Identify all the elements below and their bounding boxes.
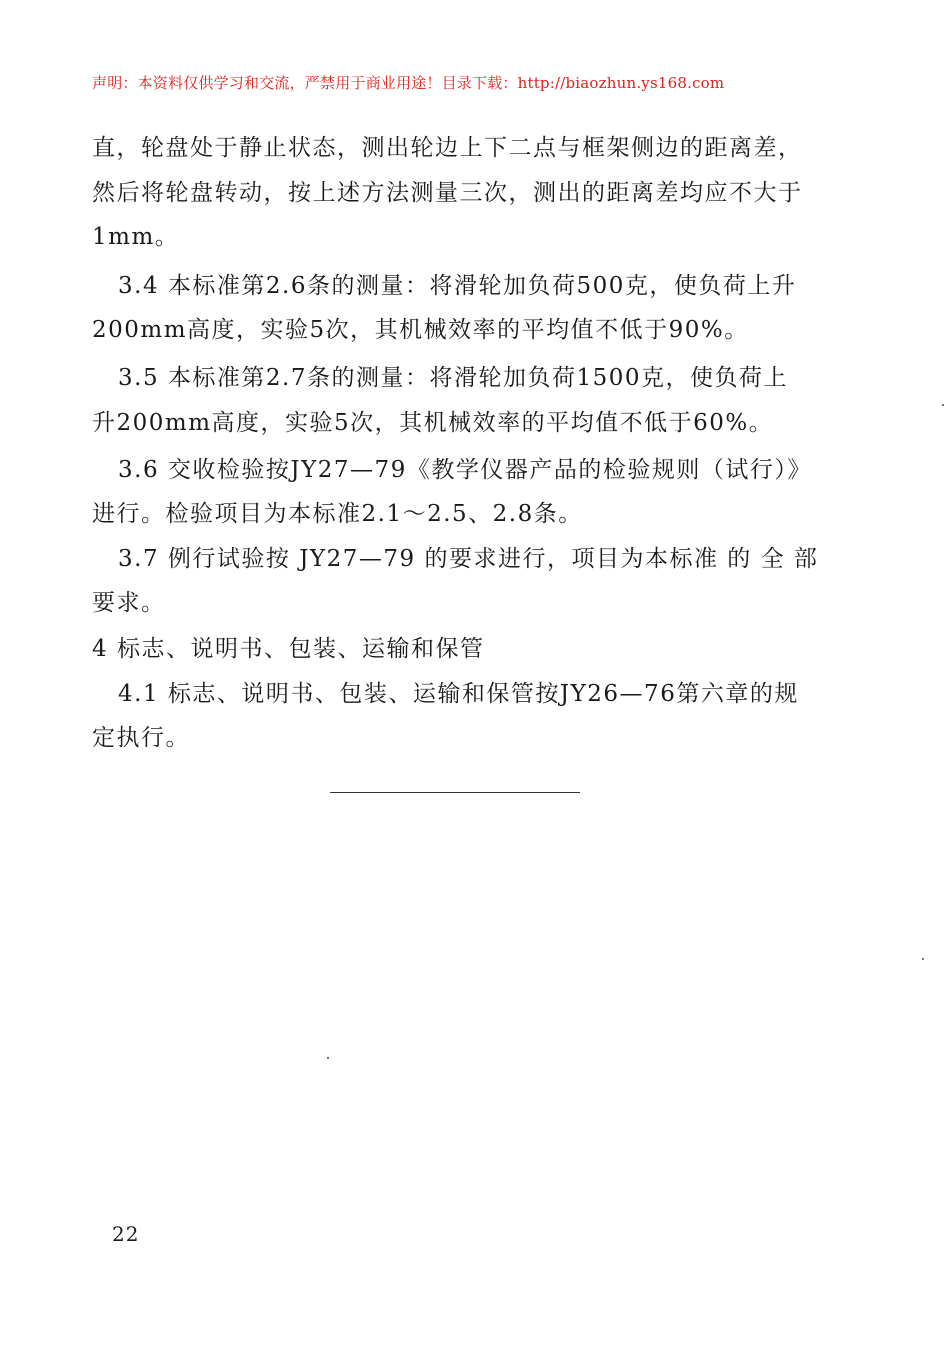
- body-line: 升200mm高度，实验5次，其机械效率的平均值不低于60%。: [92, 410, 774, 436]
- body-line: 定执行。: [92, 725, 190, 751]
- body-line: 要求。: [92, 590, 166, 616]
- scan-speck: [327, 1057, 329, 1059]
- section-3-6-line: 3.6 交收检验按JY27—79《教学仪器产品的检验规则（试行）》: [118, 457, 812, 483]
- end-rule: [330, 792, 580, 793]
- body-line: 200mm高度，实验5次，其机械效率的平均值不低于90%。: [92, 317, 749, 343]
- section-3-7-line: 3.7 例行试验按 JY27—79 的要求进行，项目为本标准 的 全 部: [118, 546, 819, 572]
- copyright-notice: 声明：本资料仅供学习和交流，严禁用于商业用途！目录下载：http://biaozhun.ys168.com: [92, 74, 725, 92]
- body-line: 进行。检验项目为本标准2.1～2.5、2.8条。: [92, 501, 583, 527]
- body-line: 直，轮盘处于静止状态，测出轮边上下二点与框架侧边的距离差，: [92, 135, 803, 161]
- scan-speck: [942, 404, 944, 406]
- page-number: 22: [112, 1222, 140, 1246]
- section-3-5-line: 3.5 本标准第2.7条的测量：将滑轮加负荷1500克，使负荷上: [118, 365, 788, 391]
- section-4-heading: 4 标志、说明书、包装、运输和保管: [92, 636, 485, 662]
- body-line: 1mm。: [92, 224, 180, 250]
- section-3-4-line: 3.4 本标准第2.6条的测量：将滑轮加负荷500克，使负荷上升: [118, 273, 797, 299]
- scan-speck: [922, 958, 924, 960]
- body-line: 然后将轮盘转动，按上述方法测量三次，测出的距离差均应不大于: [92, 180, 803, 206]
- section-4-1-line: 4.1 标志、说明书、包装、运输和保管按JY26—76第六章的规: [118, 681, 799, 707]
